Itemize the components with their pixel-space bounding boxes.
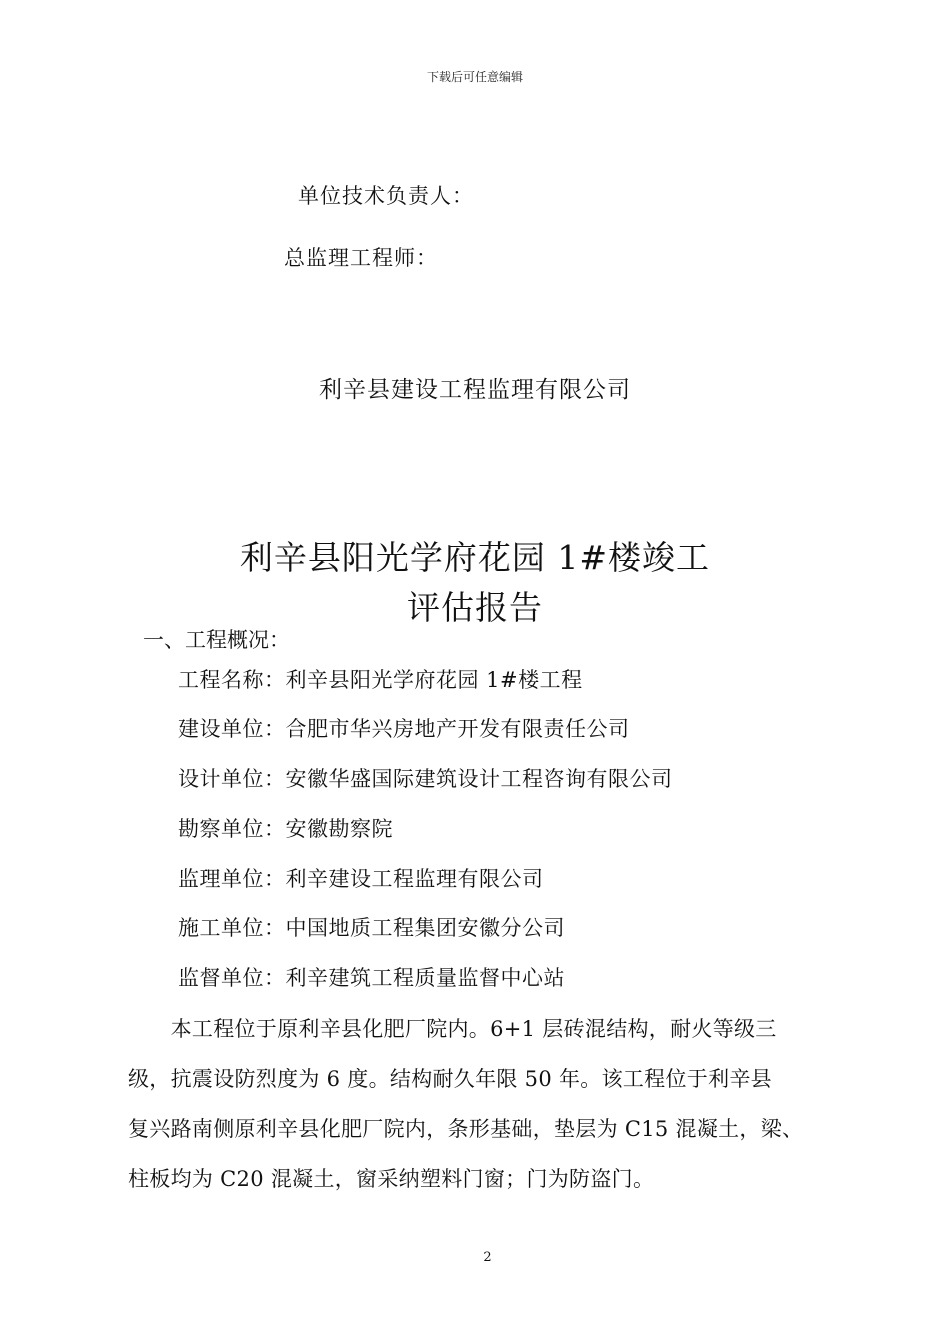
page-number: 2 xyxy=(483,1250,492,1265)
tech-lead-signature-label: 单位技术负责人： xyxy=(298,184,474,208)
company-name: 利辛县建设工程监理有限公司 xyxy=(319,377,631,403)
survey-unit-line: 勘察单位：安徽勘察院 xyxy=(178,817,393,841)
construction-unit-line: 施工单位：中国地质工程集团安徽分公司 xyxy=(178,916,565,940)
paragraph-line: 柱板均为 C20 混凝土，窗采纳塑料门窗；门为防盗门。 xyxy=(128,1167,655,1191)
paragraph-line: 复兴路南侧原利辛县化肥厂院内，条形基础，垫层为 C15 混凝土，梁、 xyxy=(128,1117,804,1141)
chief-engineer-signature-label: 总监理工程师： xyxy=(284,246,438,270)
paragraph-line: 级，抗震设防烈度为 6 度。结构耐久年限 50 年。该工程位于利辛县 xyxy=(128,1067,772,1091)
design-unit-line: 设计单位：安徽华盛国际建筑设计工程咨询有限公司 xyxy=(178,767,673,791)
project-name-line: 工程名称：利辛县阳光学府花园 1#楼工程 xyxy=(178,668,583,692)
report-title-line-2: 评估报告 xyxy=(407,588,543,627)
report-title-line-1: 利辛县阳光学府花园 1#楼竣工 xyxy=(239,538,711,577)
oversight-unit-line: 监督单位：利辛建筑工程质量监督中心站 xyxy=(178,966,565,990)
header-note: 下载后可任意编辑 xyxy=(426,70,523,84)
paragraph-line: 本工程位于原利辛县化肥厂院内。6+1 层砖混结构，耐火等级三 xyxy=(128,1017,777,1041)
developer-line: 建设单位：合肥市华兴房地产开发有限责任公司 xyxy=(178,717,630,741)
supervision-unit-line: 监理单位：利辛建设工程监理有限公司 xyxy=(178,867,544,891)
section-heading: 一、工程概况： xyxy=(143,628,290,652)
